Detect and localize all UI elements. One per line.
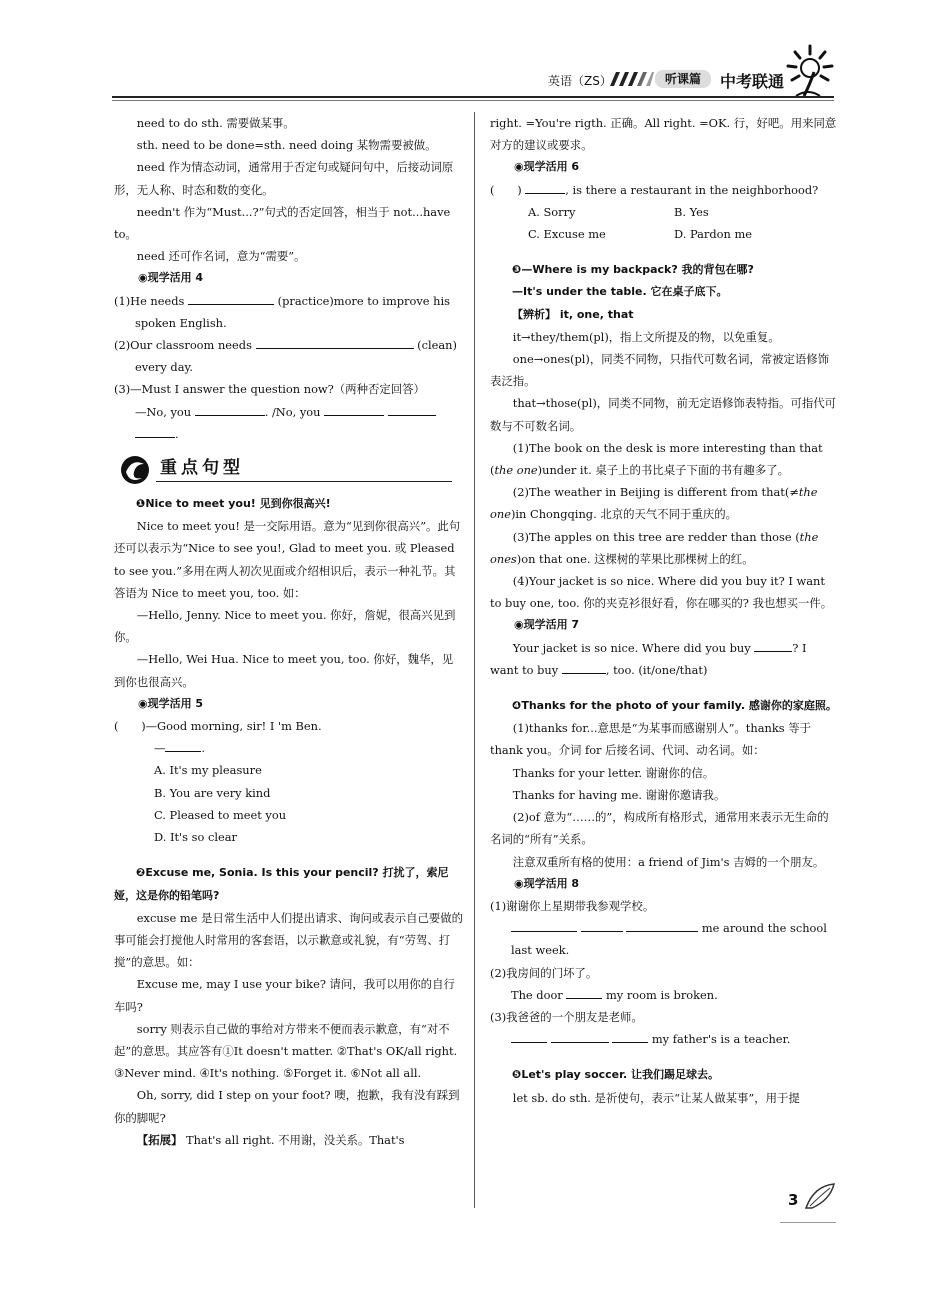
text-line: need 还可作名词，意为“需要”。 — [136, 249, 306, 264]
option[interactable]: C. Excuse me — [528, 227, 606, 242]
text-line: excuse me 是日常生活中人们提出请求、询问或表示自己要做的事可能会打搅他人时常用的客套语，以示歉意或礼貌，有“劳驾、打搅”的意思。如： — [114, 910, 464, 970]
question-text: —No, you — [135, 404, 192, 419]
question-text: my room is broken. — [606, 987, 718, 1002]
question-text: , too. (it/one/that) — [605, 662, 708, 677]
text-span: (1)The book on the desk is more interesting than that ( — [490, 440, 823, 478]
exercise-question — [490, 984, 838, 1006]
analysis-heading: 【辨析】 it, one, that — [512, 307, 634, 321]
exercise-question: (2)我房间的门坏了。 — [490, 965, 598, 980]
text-line: need 作为情态动词，通常用于否定句或疑问句中，后接动词原形，无人称、时态和数的变化。 — [114, 160, 454, 197]
text-span: (3)The apples on this tree are redder than those ( — [512, 529, 800, 544]
italic-span: the ones — [490, 529, 819, 566]
question-text: (1)He needs — [114, 293, 185, 308]
spacer — [490, 681, 838, 695]
exercise-question: . — [114, 423, 464, 445]
exercise-question — [490, 637, 838, 681]
exercise-heading: ◉现学活用 6 — [514, 160, 580, 174]
extension-label: 【拓展】 — [136, 1132, 183, 1147]
section-rule — [156, 481, 452, 482]
right-column — [490, 112, 838, 1109]
key-sentence: ❶Nice to meet you! 见到你很高兴! — [136, 497, 331, 511]
option[interactable]: C. Pleased to meet you — [154, 807, 287, 822]
answer-blank[interactable] — [754, 639, 792, 652]
answer-blank[interactable] — [562, 661, 606, 674]
leaf-decoration-icon — [804, 1182, 838, 1212]
example-sentence — [490, 481, 838, 525]
header-stripes-icon — [610, 72, 654, 86]
page-number: 3 — [788, 1191, 799, 1209]
key-sentence: ❸—Where is my backpack? 我的背包在哪? — [512, 263, 754, 277]
exercise-question: (3)—Must I answer the question now?（两种否定回答） — [114, 382, 425, 397]
text-line: it→they/them(pl)，指上文所提及的物，以免重复。 — [512, 329, 780, 344]
spacer — [114, 848, 464, 862]
text-line: (1)thanks for...意思是“为某事而感谢别人”。thanks 等于 thank you。介词 for 后接名词、代词、动名词。如： — [490, 721, 811, 758]
spacer — [490, 245, 838, 259]
example-sentence — [490, 437, 838, 481]
text-line: Thanks for your letter. 谢谢你的信。 — [512, 765, 715, 780]
text-span: That's all right. 不用谢，没关系。That's — [182, 1132, 405, 1147]
answer-blank[interactable] — [195, 403, 265, 416]
question-text: , is there a restaurant in the neighborhood? — [565, 182, 819, 197]
italic-span: the one — [490, 485, 818, 522]
text-line: right. =You're rigth. 正确。All right. =OK. 行，好吧。用来同意对方的建议或要求。 — [490, 116, 837, 153]
answer-blank[interactable] — [581, 919, 623, 932]
options-row — [490, 201, 838, 223]
left-column — [114, 112, 464, 1151]
text-line: let sb. do sth. 是祈使句，表示“让某人做某事”，用于提 — [512, 1090, 800, 1105]
example-sentence — [490, 526, 838, 570]
answer-blank[interactable] — [388, 403, 436, 416]
header-subject: 英语（ZS） — [548, 74, 612, 88]
question-text: The door — [511, 987, 563, 1002]
option[interactable]: D. It's so clear — [154, 830, 237, 845]
example-sentence: (4)Your jacket is so nice. Where did you buy it? I want to buy one, too. 你的夹克衫很好看，你在哪买的? 我也想买一件。 — [490, 574, 833, 611]
answer-blank[interactable] — [256, 336, 414, 349]
text-span: (2)The weather in Beijing is different from that(≠ — [512, 485, 799, 500]
answer-blank[interactable] — [626, 919, 698, 932]
exercise-question — [114, 334, 464, 378]
option[interactable]: D. Pardon me — [674, 227, 753, 242]
answer-blank[interactable] — [525, 181, 565, 194]
answer-blank[interactable] — [551, 1030, 609, 1043]
option[interactable]: A. It's my pleasure — [154, 763, 262, 778]
spacer — [490, 1050, 838, 1064]
section-title: 重点句型 — [160, 458, 244, 479]
exercise-question — [114, 290, 464, 334]
options-row — [490, 223, 838, 245]
question-text: . /No, you — [264, 404, 321, 419]
key-sentence: —It's under the table. 它在桌子底下。 — [512, 285, 728, 299]
question-text: — — [154, 741, 166, 756]
text-line: —Hello, Jenny. Nice to meet you. 你好，詹妮，很高兴见到你。 — [114, 608, 456, 645]
text-line: sth. need to be done=sth. need doing 某物需要被做。 — [136, 138, 437, 153]
question-text: (2)Our classroom needs — [114, 338, 252, 353]
italic-span: the one — [494, 463, 538, 478]
column-divider — [474, 112, 475, 1208]
text-line — [114, 1129, 464, 1151]
text-line: one→ones(pl)，同类不同物，只指代可数名词，常被定语修饰表泛指。 — [490, 352, 830, 389]
question-text: (practice)more to improve his spoken English. — [135, 293, 450, 330]
exercise-question — [490, 179, 838, 201]
text-line: sorry 则表示自己做的事给对方带来不便而表示歉意，有“对不起”的意思。其应答有①It doesn't matter. ②That's OK/all right. ③Never mind. ④It's nothing. ⑤Forget it. ⑥Not all all. — [114, 1021, 458, 1081]
answer-blank[interactable] — [511, 1030, 547, 1043]
key-sentence: ❹Thanks for the photo of your family. 感谢你的家庭照。 — [512, 699, 837, 713]
header-tab: 听课篇 — [655, 70, 711, 88]
exercise-question: ( )—Good morning, sir! I 'm Ben. — [114, 719, 322, 734]
exercise-question — [490, 917, 838, 961]
text-line: need to do sth. 需要做某事。 — [136, 116, 295, 130]
exercise-question — [490, 1028, 838, 1050]
exercise-question — [114, 401, 464, 423]
text-line: —Hello, Wei Hua. Nice to meet you, too. 你好，魏华，见到你也很高兴。 — [114, 652, 454, 689]
text-span: )in Chongqing. 北京的天气不同于重庆的。 — [510, 507, 738, 522]
exercise-question: — . — [154, 741, 206, 756]
exercise-heading: ◉现学活用 4 — [138, 271, 204, 285]
option[interactable]: B. Yes — [674, 204, 709, 219]
key-sentence: ❷Excuse me, Sonia. Is this your pencil? 打扰了，索尼娅，这是你的铅笔吗? — [114, 866, 449, 902]
answer-blank[interactable] — [566, 986, 602, 999]
text-line: Oh, sorry, did I step on your foot? 噢，抱歉，我有没有踩到你的脚呢? — [114, 1088, 460, 1125]
answer-blank[interactable] — [135, 425, 175, 438]
text-line: (2)of 意为“……的”，构成所有格形式，通常用来表示无生命的名词的“所有”关系。 — [490, 810, 829, 847]
sun-tree-logo-icon — [786, 44, 834, 98]
text-span: )under it. 桌子上的书比桌子下面的书有趣多了。 — [537, 463, 789, 478]
text-line: Excuse me, may I use your bike? 请问，我可以用你的自行车吗? — [114, 977, 455, 1014]
section-header — [114, 451, 464, 489]
exercise-heading: ◉现学活用 8 — [514, 876, 580, 890]
text-line: 注意双重所有格的使用：a friend of Jim's 吉姆的一个朋友。 — [512, 854, 825, 869]
question-text: Your jacket is so nice. Where did you buy — [512, 640, 751, 655]
exercise-heading: ◉现学活用 7 — [514, 618, 580, 632]
header-rule — [112, 96, 834, 98]
exercise-question: (1)谢谢你上星期带我参观学校。 — [490, 898, 655, 913]
answer-blank[interactable] — [165, 739, 201, 752]
option[interactable]: A. Sorry — [528, 204, 576, 219]
text-line: needn't 作为“Must...?”句式的否定回答，相当于 not...have to。 — [114, 204, 451, 242]
question-text: me around the school last week. — [511, 921, 827, 958]
text-line: Nice to meet you! 是一交际用语。意为“见到你很高兴”。此句还可以表示为“Nice to see you!, Glad to meet you. 或 Pleased to see you.”多用在两人初次见面或介绍相识后，表示一种礼节。其答语为 Nice to meet you, too. 如： — [114, 519, 461, 600]
question-text: my father's is a teacher. — [651, 1032, 791, 1047]
answer-blank[interactable] — [612, 1030, 648, 1043]
option[interactable]: B. You are very kind — [154, 785, 271, 800]
answer-blank[interactable] — [511, 919, 577, 932]
key-sentence: ❺Let's play soccer. 让我们踢足球去。 — [512, 1068, 719, 1082]
answer-blank[interactable] — [324, 403, 384, 416]
header-brand: 中考联通 — [720, 72, 785, 91]
swirl-icon — [118, 454, 152, 486]
text-line: that→those(pl)，同类不同物，前无定语修饰表特指。可指代可数与不可数名词。 — [490, 396, 837, 433]
question-text: (clean) every day. — [135, 338, 457, 375]
header-rule-thin — [112, 100, 834, 101]
answer-blank[interactable] — [188, 292, 274, 305]
exercise-heading: ◉现学活用 5 — [138, 696, 204, 710]
exercise-question: (3)我爸爸的一个朋友是老师。 — [490, 1009, 643, 1024]
question-text: ? I want to buy — [490, 640, 807, 677]
footer-rule — [780, 1222, 836, 1223]
text-line: Thanks for having me. 谢谢你邀请我。 — [512, 787, 726, 802]
text-span: )on that one. 这棵树的苹果比那棵树上的红。 — [516, 551, 754, 566]
question-text: ( ) — [490, 182, 522, 197]
